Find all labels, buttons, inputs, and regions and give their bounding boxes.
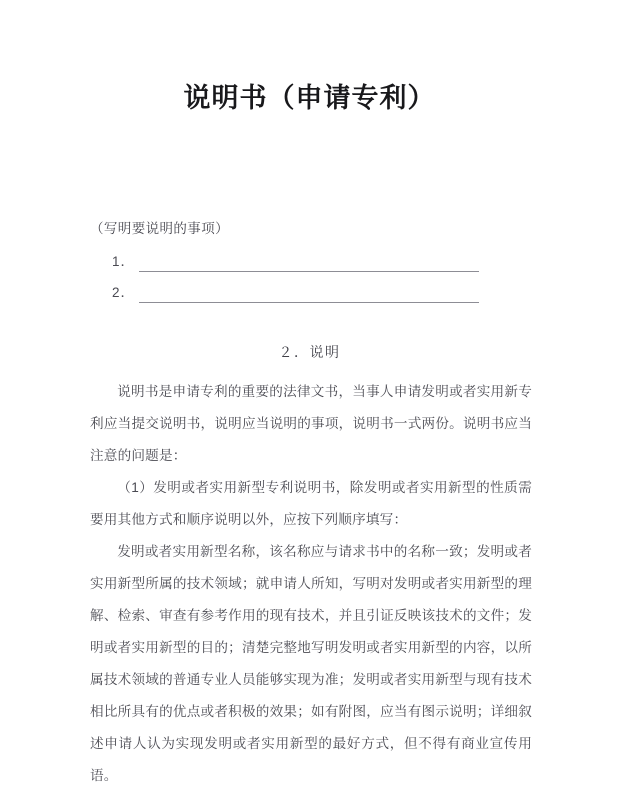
items-to-state-note: （写明要说明的事项） [90,221,229,236]
body-paragraph: 发明或者实用新型名称，该名称应与请求书中的名称一致；发明或者实用新型所属的技术领域；就申请人所知，写明对发明或者实用新型的理解、检索、审查有参考作用的现有技术，并且引证反映该技术的文件；发明或者实用新型的目的；清楚完整地写明发明或者实用新型的内容，以所属技术领域的普通专业人员能够实现为准；发明或者实用新型与现有技术相比所具有的优点或者积极的效果；如有附图，应当有图示说明；详细叙述申请人认为实现发明或者实用新型的最好方式，但不得有商业宣传用语。 [90,544,532,783]
blank-field-rule-2[interactable] [139,302,479,303]
blank-field-number-2: 2． [112,285,136,300]
body-paragraph: （1）发明或者实用新型专利说明书，除发明或者实用新型的性质需要用其他方式和顺序说明以外，应按下列顺序填写： [90,480,532,527]
page-title: 说明书（申请专利） [183,83,436,114]
section-heading: ２．说明 [278,344,341,360]
blank-field-rule-1[interactable] [139,271,479,272]
blank-field-row-2[interactable] [112,286,512,303]
body-text-block [90,376,532,792]
blank-field-number-1: 1． [112,254,136,269]
body-paragraph: 说明书是申请专利的重要的法律文书，当事人申请发明或者实用新专利应当提交说明书，说明应当说明的事项，说明书一式两份。说明书应当注意的问题是： [90,384,532,463]
blank-field-row-1[interactable] [112,255,512,272]
